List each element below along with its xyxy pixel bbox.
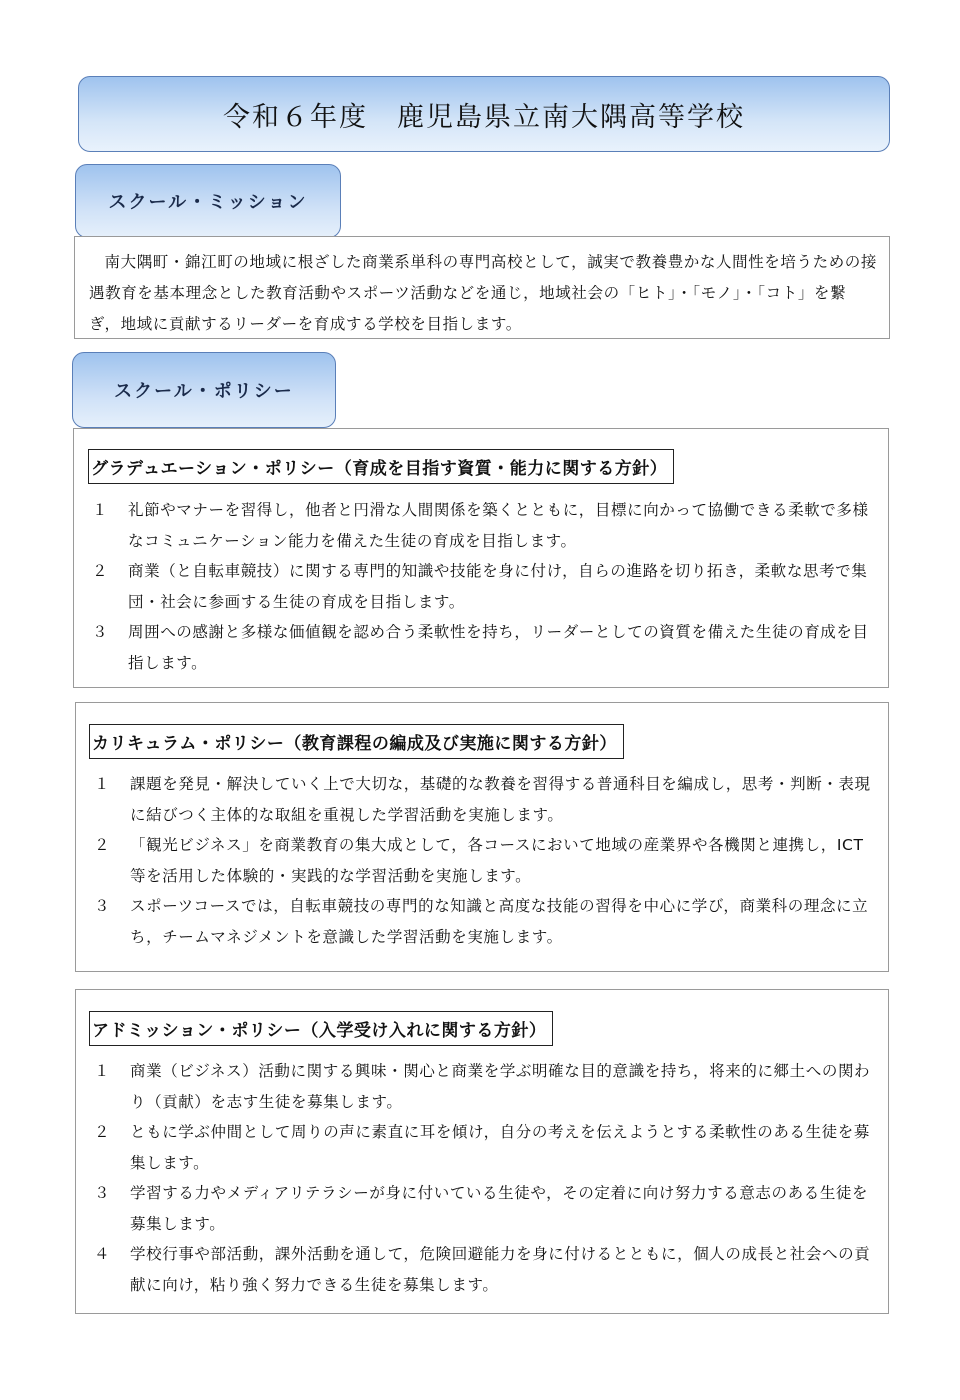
list-item <box>92 891 874 952</box>
list-item <box>92 1239 874 1300</box>
item-text: 礼節やマナーを習得し，他者と円滑な人間関係を築くとともに，目標に向かって協働できる柔軟で多様なコミュニケーション能力を備えた生徒の育成を目指します。 <box>128 501 869 550</box>
item-number: １ <box>92 501 109 519</box>
list-item <box>90 617 874 678</box>
school-mission-text: 南大隅町・錦江町の地域に根ざした商業系単科の専門高校として，誠実で教養豊かな人間性を培うための接遇教育を基本理念とした教育活動やスポーツ活動などを通じ，地域社会の「ヒト」・「モノ」・「コト」を繋ぎ，地域に貢献するリーダーを育成する学校を目指します。 <box>89 253 877 333</box>
list-item <box>92 830 874 891</box>
graduation-policy-box <box>73 428 889 688</box>
item-text: 商業（と自転車競技）に関する専門的知識や技能を身に付け，自らの進路を切り拓き，柔軟な思考で集団・社会に参画する生徒の育成を目指します。 <box>128 562 868 611</box>
page-title: 令和６年度 鹿児島県立南大隅高等学校 <box>78 76 890 152</box>
item-number: ３ <box>92 623 109 641</box>
item-text: 「観光ビジネス」を商業教育の集大成として，各コースにおいて地域の産業界や各機関と連携し，ICT 等を活用した体験的・実践的な学習活動を実施します。 <box>130 836 864 885</box>
list-item <box>92 1056 874 1117</box>
list-item <box>92 1117 874 1178</box>
item-text: 商業（ビジネス）活動に関する興味・関心と商業を学ぶ明確な目的意識を持ち，将来的に郷土への関わり（貢献）を志す生徒を募集します。 <box>130 1062 871 1111</box>
item-number: ３ <box>94 897 111 915</box>
item-text: 学校行事や部活動，課外活動を通して，危険回避能力を身に付けるとともに，個人の成長と社会への貢献に向け，粘り強く努力できる生徒を募集します。 <box>130 1245 871 1294</box>
school-policy-tab: スクール・ポリシー <box>72 352 336 428</box>
admission-policy-box <box>75 989 889 1314</box>
curriculum-policy-list <box>92 769 874 952</box>
item-number: １ <box>94 775 111 793</box>
list-item <box>92 769 874 830</box>
item-text: スポーツコースでは，自転車競技の専門的な知識と高度な技能の習得を中心に学び，商業科の理念に立ち，チームマネジメントを意識した学習活動を実施します。 <box>130 897 869 946</box>
item-number: ２ <box>94 1123 111 1141</box>
item-text: 課題を発見・解決していく上で大切な，基礎的な教養を習得する普通科目を編成し，思考・判断・表現に結びつく主体的な取組を重視した学習活動を実施します。 <box>130 775 871 824</box>
curriculum-policy-heading: カリキュラム・ポリシー（教育課程の編成及び実施に関する方針） <box>89 724 624 759</box>
curriculum-policy-box <box>75 702 889 972</box>
list-item <box>90 495 874 556</box>
school-mission-tab: スクール・ミッション <box>75 164 341 238</box>
item-text: 周囲への感謝と多様な価値観を認め合う柔軟性を持ち，リーダーとしての資質を備えた生徒の育成を目指します。 <box>128 623 869 672</box>
admission-policy-list <box>92 1056 874 1300</box>
item-number: ２ <box>94 836 111 854</box>
item-text: ともに学ぶ仲間として周りの声に素直に耳を傾け，自分の考えを伝えようとする柔軟性のある生徒を募集します。 <box>130 1123 870 1172</box>
list-item <box>90 556 874 617</box>
graduation-policy-list <box>90 495 874 678</box>
admission-policy-heading: アドミッション・ポリシー（入学受け入れに関する方針） <box>89 1011 553 1046</box>
item-text: 学習する力やメディアリテラシーが身に付いている生徒や，その定着に向け努力する意志のある生徒を募集します。 <box>130 1184 869 1233</box>
item-number: ４ <box>94 1245 111 1263</box>
item-number: １ <box>94 1062 111 1080</box>
school-mission-box <box>74 236 890 339</box>
item-number: ３ <box>94 1184 111 1202</box>
graduation-policy-heading: グラデュエーション・ポリシー（育成を目指す資質・能力に関する方針） <box>88 449 674 484</box>
item-number: ２ <box>92 562 109 580</box>
list-item <box>92 1178 874 1239</box>
